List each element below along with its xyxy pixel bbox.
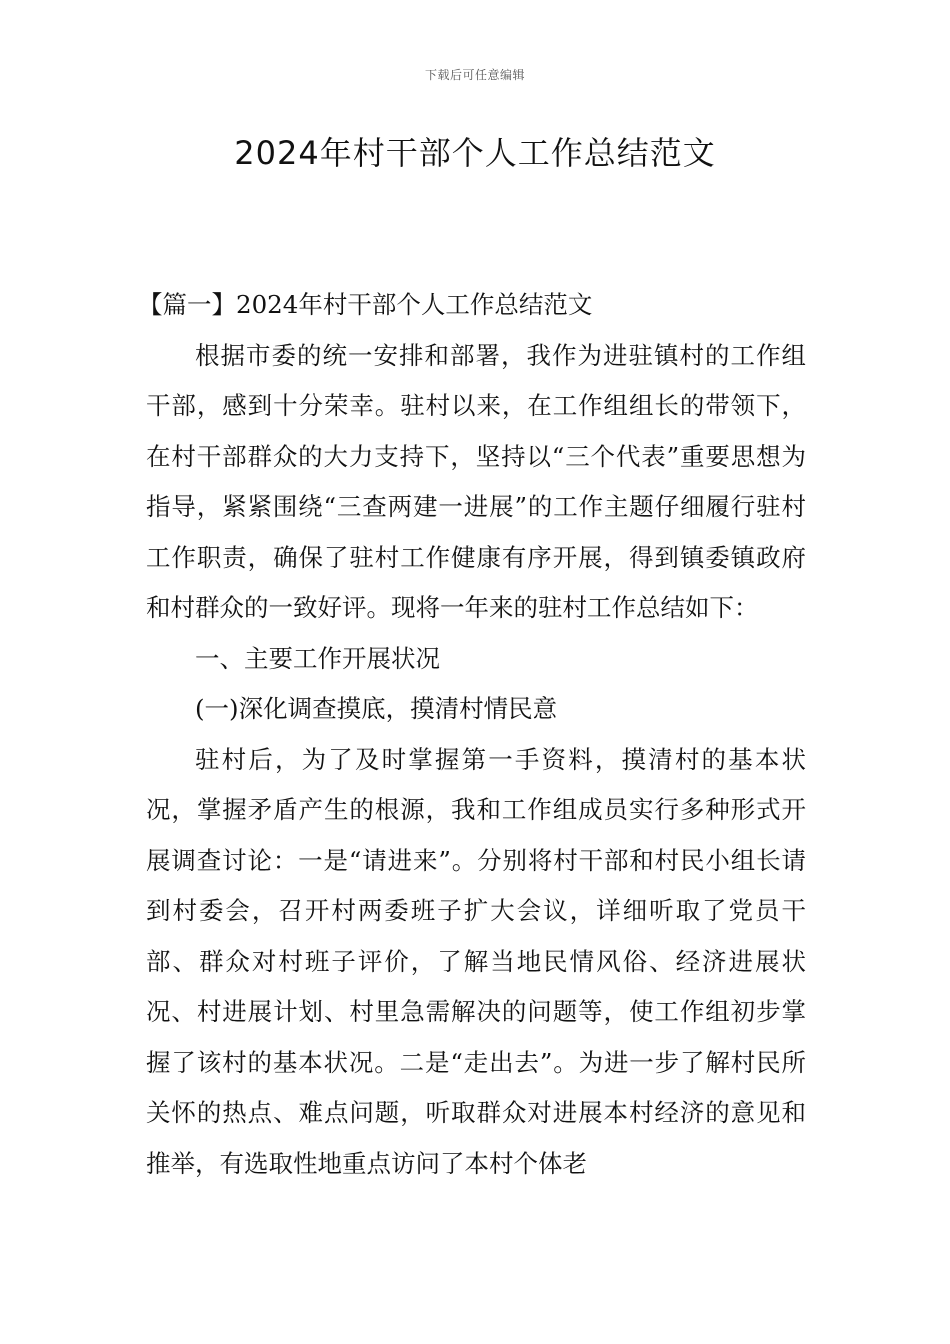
section-heading: 【篇一】2024年村干部个人工作总结范文 <box>138 290 593 319</box>
header-note: 下载后可任意编辑 <box>424 68 525 82</box>
paragraph-investigation: 驻村后，为了及时掌握第一手资料，摸清村的基本状况，掌握矛盾产生的根源，我和工作组成员实行多种形式开展调查讨论：一是“请进来”。分别将村干部和村民小组长请到村委会，召开村两委班子扩大会议，详细听取了党员干部、群众对村班子评价，了解当地民情风俗、经济进展状况、村进展计划、村里急需解决的问题等，使工作组初步掌握了该村的基本状况。二是“走出去”。为进一步了解村民所关怀的热点、难点问题，听取群众对进展本村经济的意见和推举，有选取性地重点访问了本村个体老 <box>146 744 806 1178</box>
subheading-investigation: (一)深化调查摸底，摸清村情民意 <box>195 694 558 723</box>
paragraph-intro: 根据市委的统一安排和部署，我作为进驻镇村的工作组干部，感到十分荣幸。驻村以来，在工作组组长的带领下，在村干部群众的大力支持下，坚持以“三个代表”重要思想为指导，紧紧围绕“三查两建一进展”的工作主题仔细履行驻村工作职责，确保了驻村工作健康有序开展，得到镇委镇政府和村群众的一致好评。现将一年来的驻村工作总结如下： <box>146 340 806 622</box>
document-body <box>138 280 806 1189</box>
heading-main-work: 一、主要工作开展状况 <box>195 643 440 673</box>
document-title: 2024年村干部个人工作总结范文 <box>234 134 716 172</box>
